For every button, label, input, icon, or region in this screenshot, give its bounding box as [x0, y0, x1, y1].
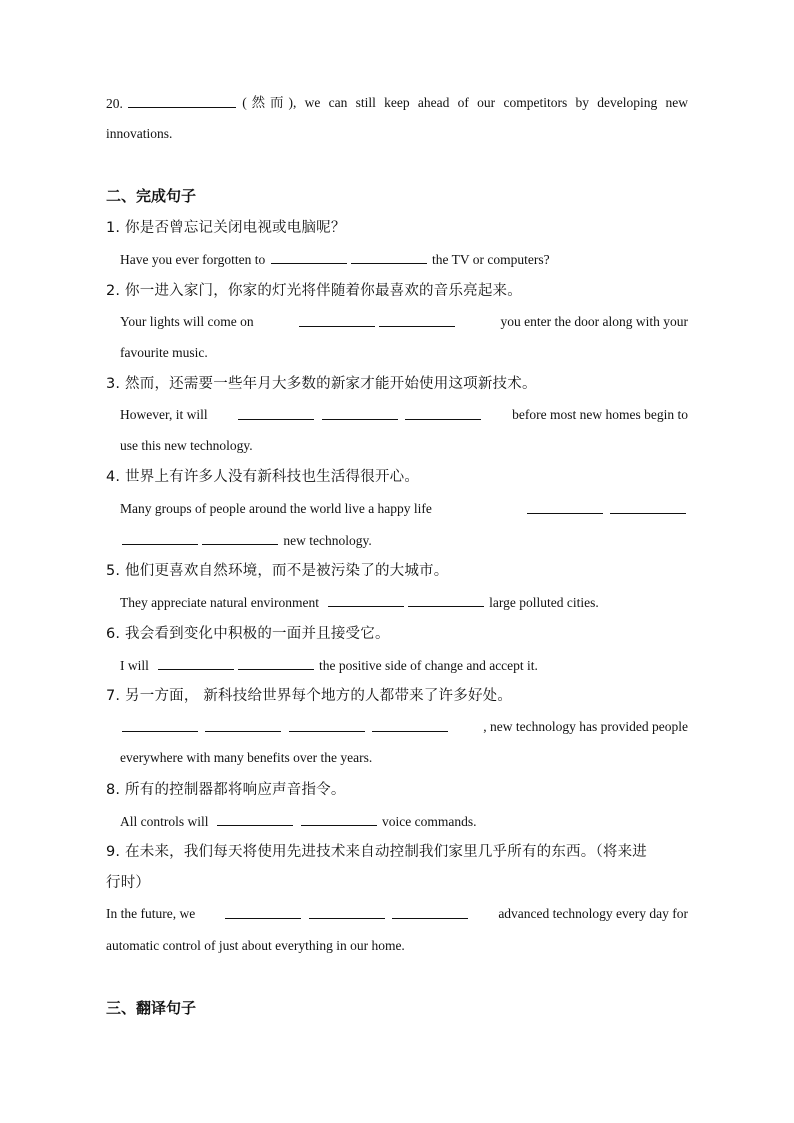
item-8-text-a: All controls will [120, 814, 209, 829]
item-8-english [120, 812, 688, 831]
item-9-chinese: 9. 在未来，我们每天将使用先进技术来自动控制我们家里几乎所有的东西。（将来进 [106, 844, 647, 860]
item-3-continuation: use this new technology. [120, 438, 253, 453]
item-9-chinese-continuation: 行时） [106, 875, 151, 891]
item-3-text-b: before most new homes begin to [512, 407, 688, 422]
answer-blank[interactable] [271, 250, 347, 264]
answer-blank[interactable] [527, 500, 603, 514]
item-7-text-b: , new technology has provided people [483, 719, 688, 734]
answer-blank[interactable] [122, 718, 198, 732]
item-8-text-b: voice commands. [382, 814, 477, 829]
answer-blank[interactable] [610, 500, 686, 514]
item-9-text-b: advanced technology every day for [498, 906, 688, 921]
item-7-english [120, 718, 688, 737]
answer-blank[interactable] [158, 656, 234, 670]
q20-line [106, 94, 688, 113]
answer-blank[interactable] [379, 313, 455, 327]
q20-number: 20. [106, 96, 123, 111]
item-2-continuation: favourite music. [120, 345, 208, 360]
item-6-text-b: the positive side of change and accept it. [319, 658, 538, 673]
item-7-chinese: 7. 另一方面， 新科技给世界每个地方的人都带来了许多好处。 [106, 688, 513, 704]
answer-blank[interactable] [238, 406, 314, 420]
item-7-continuation: everywhere with many benefits over the years. [120, 750, 373, 765]
item-1-chinese: 1. 你是否曾忘记关闭电视或电脑呢？ [106, 220, 346, 236]
item-5-english [120, 593, 688, 612]
item-9-english [106, 905, 688, 924]
q20-continuation: innovations. [106, 126, 173, 141]
item-4-chinese: 4. 世界上有许多人没有新科技也生活得很开心。 [106, 469, 420, 485]
q20-text: (然而), we can still keep ahead of our competitors by developing new [242, 95, 688, 110]
item-4-continuation [120, 531, 688, 550]
item-3-english [120, 406, 688, 425]
item-1-text-b: the TV or computers? [431, 252, 550, 267]
item-3-chinese: 3. 然而，还需要一些年月大多数的新家才能开始使用这项新技术。 [106, 376, 537, 392]
answer-blank[interactable] [351, 250, 427, 264]
answer-blank[interactable] [289, 718, 365, 732]
item-2-text-a: Your lights will come on [120, 314, 254, 329]
answer-blank[interactable] [202, 531, 278, 545]
item-5-text-b: large polluted cities. [489, 595, 599, 610]
answer-blank[interactable] [372, 718, 448, 732]
item-8-chinese: 8. 所有的控制器都将响应声音指令。 [106, 782, 346, 798]
item-3-text-a: However, it will [120, 407, 208, 422]
item-2-chinese: 2. 你一进入家门，你家的灯光将伴随着你最喜欢的音乐亮起来。 [106, 283, 522, 299]
answer-blank[interactable] [408, 593, 484, 607]
answer-blank[interactable] [205, 718, 281, 732]
answer-blank[interactable] [328, 593, 404, 607]
section-heading-translate-sentences: 三、翻译句子 [106, 999, 197, 1017]
item-2-english [120, 313, 688, 332]
answer-blank[interactable] [217, 812, 293, 826]
item-9-text-a: In the future, we [106, 906, 196, 921]
item-6-chinese: 6. 我会看到变化中积极的一面并且接受它。 [106, 626, 390, 642]
item-6-text-a: I will [120, 658, 149, 673]
answer-blank[interactable] [301, 812, 377, 826]
item-1-english [120, 250, 688, 269]
answer-blank[interactable] [322, 406, 398, 420]
answer-blank[interactable] [392, 905, 468, 919]
answer-blank[interactable] [309, 905, 385, 919]
answer-blank[interactable] [238, 656, 314, 670]
item-5-text-a: They appreciate natural environment [120, 595, 320, 610]
section-heading-complete-sentences: 二、完成句子 [106, 187, 197, 205]
item-1-text-a: Have you ever forgotten to [120, 252, 266, 267]
answer-blank[interactable] [225, 905, 301, 919]
answer-blank[interactable] [122, 531, 198, 545]
answer-blank[interactable] [405, 406, 481, 420]
item-6-english [120, 656, 688, 675]
item-4-text-a: Many groups of people around the world live a happy life [120, 501, 432, 516]
answer-blank[interactable] [299, 313, 375, 327]
item-2-text-b: you enter the door along with your [500, 314, 688, 329]
item-9-continuation: automatic control of just about everything in our home. [106, 938, 405, 953]
item-4-text-c: new technology. [283, 533, 372, 548]
item-4-english [120, 500, 688, 519]
answer-blank[interactable] [128, 94, 236, 108]
item-5-chinese: 5. 他们更喜欢自然环境，而不是被污染了的大城市。 [106, 563, 449, 579]
